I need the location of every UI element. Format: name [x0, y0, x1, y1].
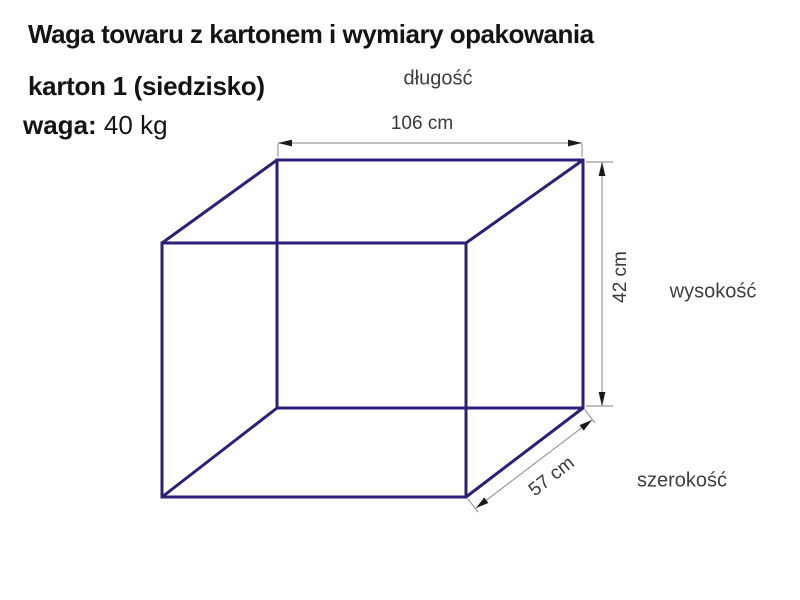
box-front-face	[277, 160, 583, 408]
box-edge-top-right	[466, 160, 583, 243]
length-value: 106 cm	[390, 113, 454, 134]
box-back-face	[162, 243, 466, 497]
height-arrow-bottom	[599, 392, 606, 406]
height-value: 42 cm	[610, 251, 631, 303]
width-arrow-left	[476, 498, 488, 509]
box-edge-bottom-left	[162, 408, 277, 497]
weight-value: 40 kg	[103, 110, 168, 140]
weight-label: waga:	[23, 110, 97, 140]
dimension-arrowheads	[278, 140, 605, 508]
length-label: długość	[403, 67, 473, 90]
width-extension-left	[468, 499, 478, 512]
height-arrow-top	[599, 162, 606, 176]
length-arrow-right	[568, 140, 582, 147]
length-arrow-left	[278, 140, 292, 147]
width-label: szerokość	[636, 469, 728, 492]
width-value: 57 cm	[524, 452, 579, 501]
width-arrow-right	[580, 420, 593, 431]
carton-label: karton 1 (siedzisko)	[28, 71, 265, 101]
box-edge-top-left	[162, 160, 277, 243]
page-title: Waga towaru z kartonem i wymiary opakowania	[28, 19, 594, 49]
box-wireframe	[162, 160, 583, 497]
height-label: wysokość	[669, 280, 757, 303]
